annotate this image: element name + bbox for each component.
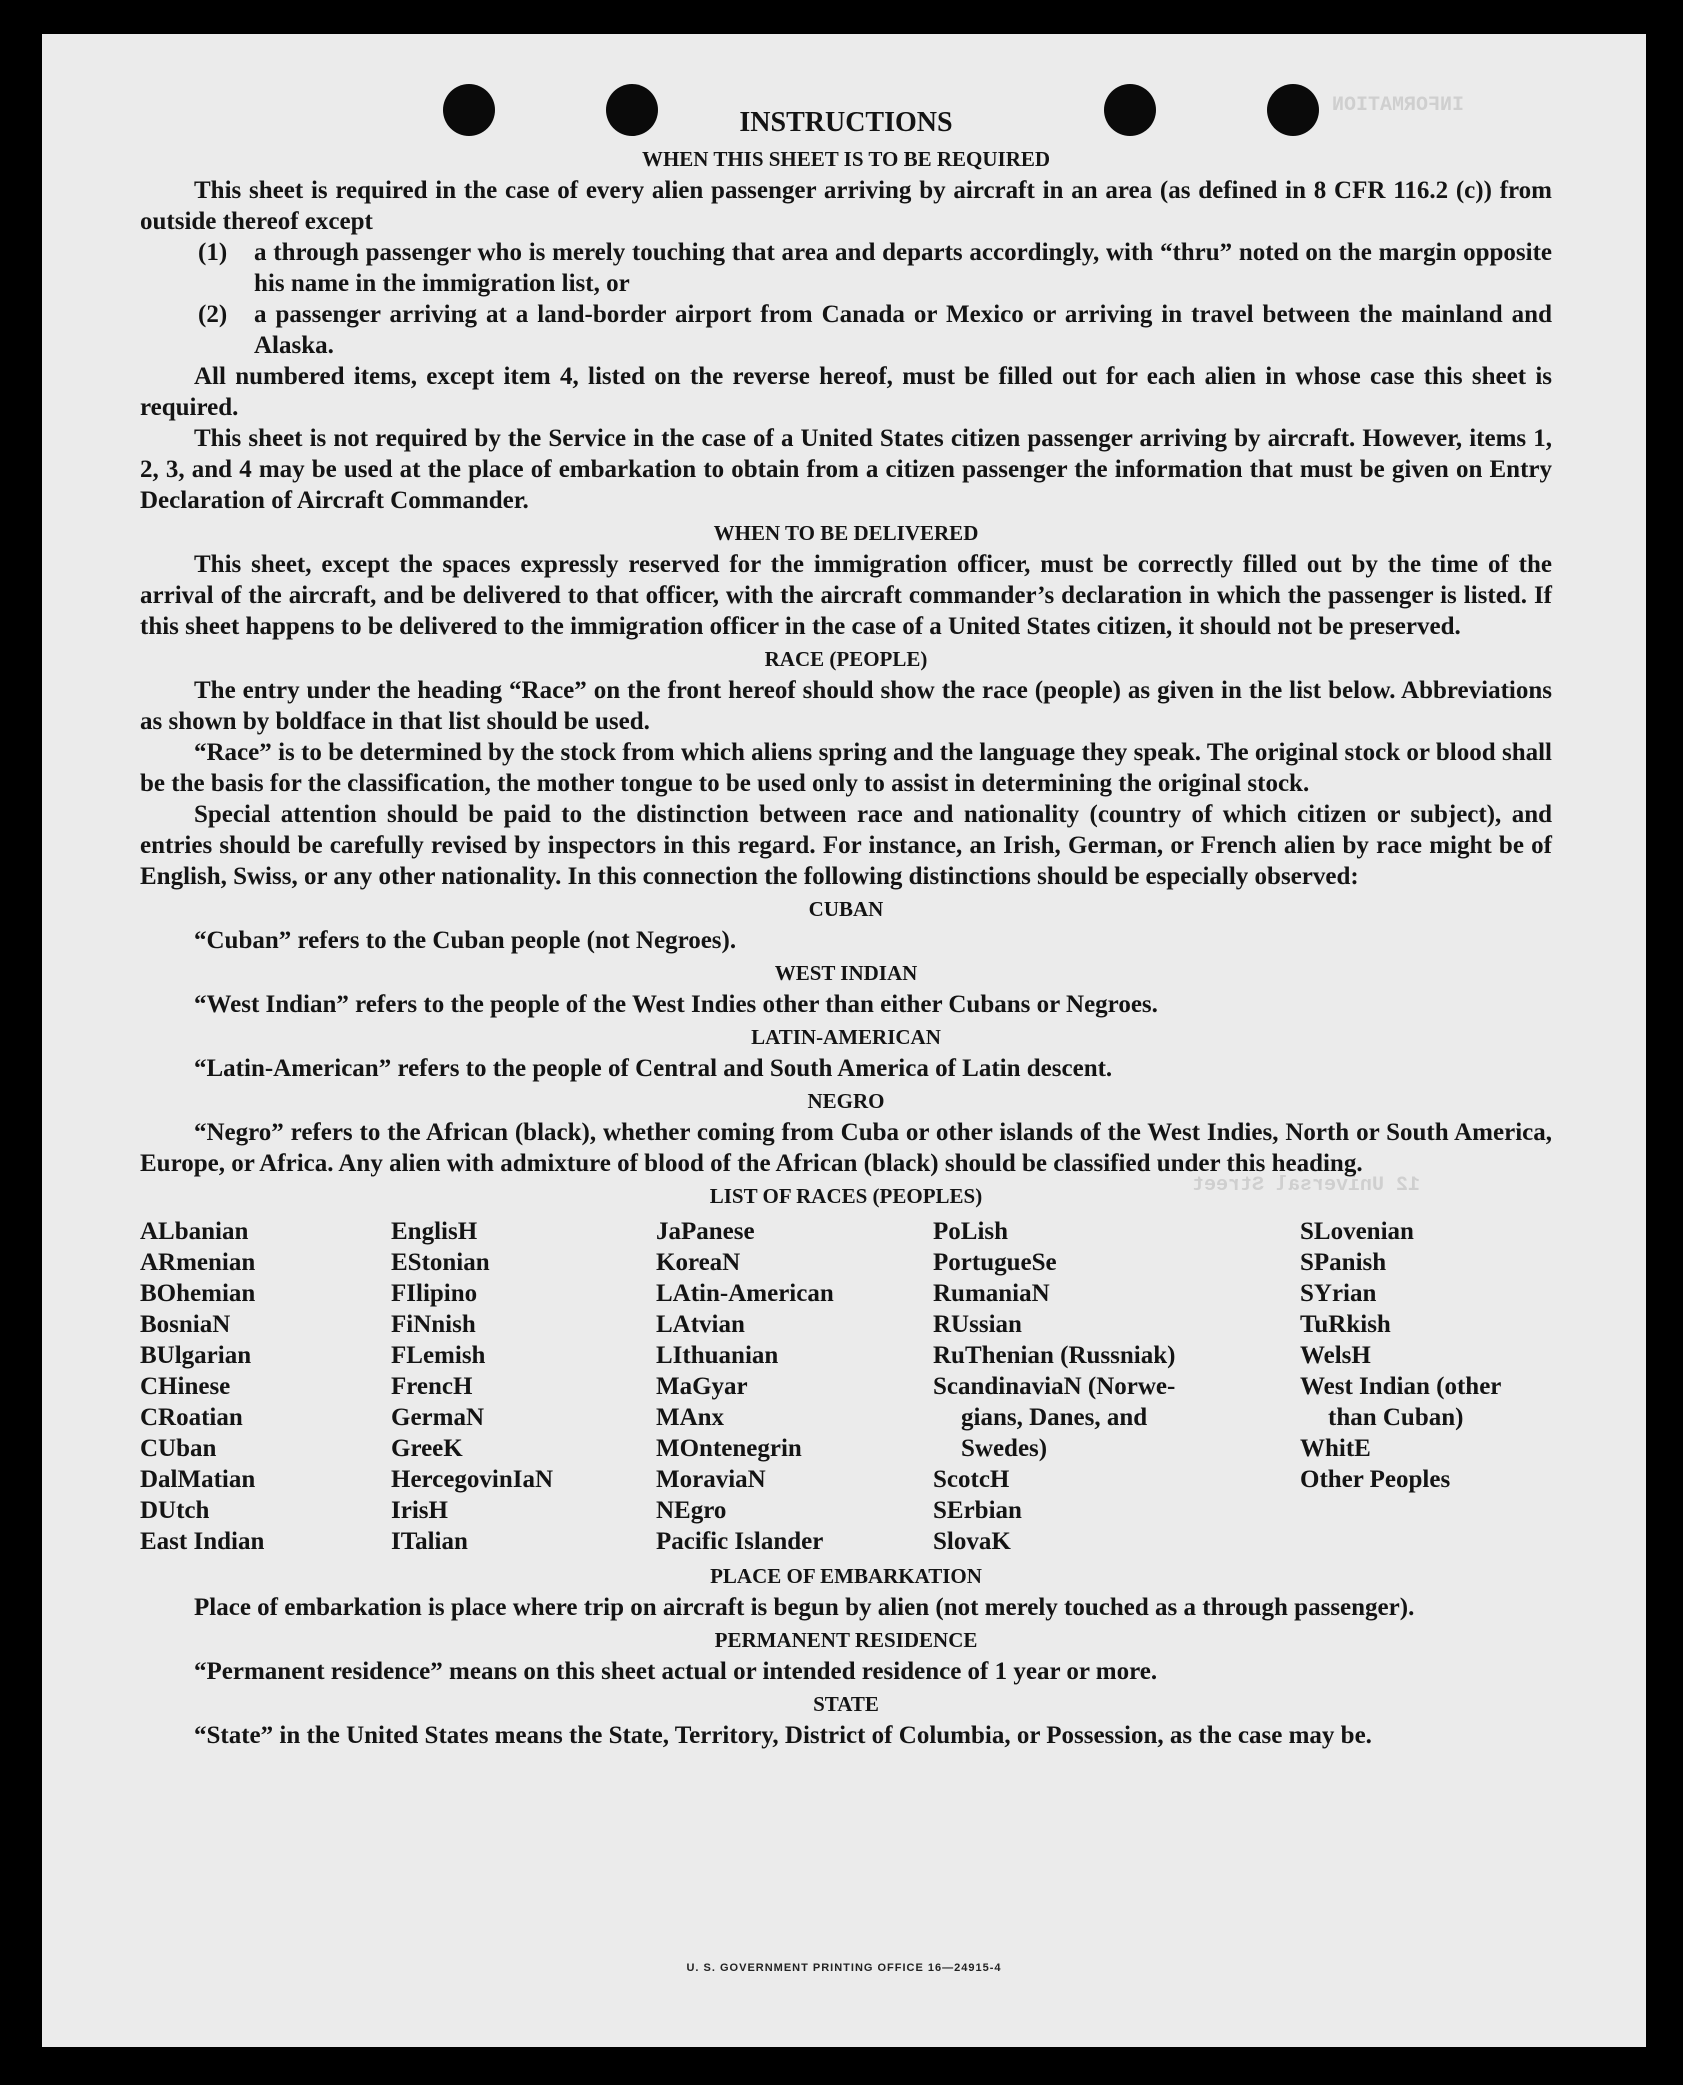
race-item: MoraviaN xyxy=(656,1466,766,1493)
race-item: HercegovinIaN xyxy=(391,1466,554,1493)
section-heading-embarkation: PLACE OF EMBARKATION xyxy=(710,1564,982,1588)
race-item-continued: Swedes) xyxy=(961,1435,1048,1462)
race-item: LAtvian xyxy=(656,1311,745,1338)
paragraph: All numbered items, except item 4, listed on the reverse hereof, must be filled out for each alien in whose case this sheet is required. xyxy=(140,363,1552,421)
exception-item: (2) a passenger arriving at a land-border airport from Canada or Mexico or arriving in travel between the mainland and Alaska. xyxy=(198,301,1552,359)
exception-item: (1) a through passenger who is merely touching that area and departs accordingly, with “thru” noted on the margin opposite his name in the immigration list, or xyxy=(198,239,1552,297)
race-item: GreeK xyxy=(391,1435,463,1462)
paragraph: “Cuban” refers to the Cuban people (not Negroes). xyxy=(194,927,737,954)
paragraph: This sheet is required in the case of every alien passenger arriving by aircraft in an area (as defined in 8 CFR 116.2 (c)) from outside thereof except xyxy=(140,177,1552,235)
race-item: MOntenegrin xyxy=(656,1435,802,1462)
section-heading-latin-american: LATIN-AMERICAN xyxy=(751,1025,941,1049)
race-item: FrencH xyxy=(391,1373,473,1400)
race-item: SYrian xyxy=(1300,1280,1377,1307)
page-title: INSTRUCTIONS xyxy=(739,107,953,138)
paragraph: “Race” is to be determined by the stock from which aliens spring and the language they speak. The original stock or blood shall be the basis for the classification, the mother tongue to be used only to assist in determining the original stock. xyxy=(140,739,1552,797)
race-item: ScotcH xyxy=(933,1466,1010,1493)
race-item: KoreaN xyxy=(656,1249,741,1276)
printing-office-imprint: U. S. GOVERNMENT PRINTING OFFICE 16—24915-4 xyxy=(686,1962,1002,1974)
bleed-through-text: INFORMATION xyxy=(1332,94,1465,117)
section-heading-cuban: CUBAN xyxy=(808,897,884,921)
document-page xyxy=(42,34,1646,2047)
paragraph: This sheet is not required by the Service in the case of a United States citizen passenger arriving by aircraft. However, items 1, 2, 3, and 4 may be used at the place of embarkation to obtain from a citizen passenger the information that must be given on Entry Declaration of Aircraft Commander. xyxy=(140,425,1552,514)
race-item: IrisH xyxy=(391,1497,448,1524)
race-item: ALbanian xyxy=(140,1218,249,1245)
paragraph: “West Indian” refers to the people of the West Indies other than either Cubans or Negroes. xyxy=(194,991,1158,1018)
race-item: DalMatian xyxy=(140,1466,256,1493)
races-column xyxy=(391,1216,656,1557)
paragraph: “Latin-American” refers to the people of Central and South America of Latin descent. xyxy=(194,1055,1113,1082)
race-item: SLovenian xyxy=(1300,1218,1414,1245)
paragraph: Special attention should be paid to the distinction between race and nationality (country of which citizen or subject), and entries should be carefully revised by inspectors in this regard. For instance, an Irish, German, or French alien by race might be of English, Swiss, or any other nationality. In this connection the following distinctions should be especially observed: xyxy=(140,801,1552,890)
race-item: RUssian xyxy=(933,1311,1022,1338)
race-item: PoLish xyxy=(933,1218,1009,1245)
race-item: FiNnish xyxy=(391,1311,476,1338)
section-heading-list-of-races: LIST OF RACES (PEOPLES) xyxy=(709,1184,983,1208)
races-column xyxy=(140,1216,391,1557)
race-item: ARmenian xyxy=(140,1249,256,1276)
race-item: LIthuanian xyxy=(656,1342,779,1369)
race-item: RuThenian (Russniak) xyxy=(933,1342,1176,1369)
race-item: JaPanese xyxy=(656,1218,755,1245)
bleed-through-text: 12 Universal Street xyxy=(1192,1174,1421,1197)
paragraph: “Permanent residence” means on this sheet actual or intended residence of 1 year or more. xyxy=(194,1658,1158,1685)
race-item: EStonian xyxy=(391,1249,490,1276)
exception-list xyxy=(140,237,1552,361)
race-item: ScandinaviaN (Norwe- xyxy=(933,1373,1176,1400)
races-list xyxy=(140,1216,1552,1557)
race-item: ITalian xyxy=(391,1528,468,1555)
paragraph: Place of embarkation is place where trip on aircraft is begun by alien (not merely touched as a through passenger). xyxy=(194,1594,1415,1621)
races-column xyxy=(933,1216,1300,1557)
race-item: NEgro xyxy=(656,1497,727,1524)
race-item: Pacific Islander xyxy=(656,1528,824,1555)
paragraph: “Negro” refers to the African (black), whether coming from Cuba or other islands of the West Indies, North or South America, Europe, or Africa. Any alien with admixture of blood of the African (black) should be classified under this heading. xyxy=(140,1119,1552,1177)
race-item: CUban xyxy=(140,1435,217,1462)
race-item: WhitE xyxy=(1300,1435,1371,1462)
race-item: West Indian (other xyxy=(1300,1373,1502,1400)
race-item: MAnx xyxy=(656,1404,725,1431)
race-item-continued: than Cuban) xyxy=(1328,1404,1464,1431)
race-item: WelsH xyxy=(1300,1342,1371,1369)
races-column xyxy=(656,1216,933,1557)
race-item: SErbian xyxy=(933,1497,1022,1524)
race-item: TuRkish xyxy=(1300,1311,1391,1338)
race-item: SlovaK xyxy=(933,1528,1011,1555)
race-item: BUlgarian xyxy=(140,1342,252,1369)
race-item: EnglisH xyxy=(391,1218,478,1245)
section-heading-negro: NEGRO xyxy=(807,1089,885,1113)
section-heading-permanent-residence: PERMANENT RESIDENCE xyxy=(714,1628,978,1652)
race-item: FIlipino xyxy=(391,1280,478,1307)
paragraph: The entry under the heading “Race” on the front hereof should show the race (people) as given in the list below. Abbreviations as shown by boldface in that list should be used. xyxy=(140,677,1552,735)
race-item: BOhemian xyxy=(140,1280,256,1307)
section-heading-when-required: WHEN THIS SHEET IS TO BE REQUIRED xyxy=(641,147,1051,171)
race-item: SPanish xyxy=(1300,1249,1387,1276)
paragraph: This sheet, except the spaces expressly reserved for the immigration officer, must be correctly filled out by the time of the arrival of the aircraft, and be delivered to that officer, with the aircraft commander’s declaration in which the passenger is listed. If this sheet happens to be delivered to the immigration officer in the case of a United States citizen, it should not be preserved. xyxy=(140,551,1552,640)
section-heading-west-indian: WEST INDIAN xyxy=(774,961,918,985)
race-item: GermaN xyxy=(391,1404,485,1431)
race-item: FLemish xyxy=(391,1342,486,1369)
race-item: DUtch xyxy=(140,1497,210,1524)
race-item: CRoatian xyxy=(140,1404,243,1431)
race-item: RumaniaN xyxy=(933,1280,1050,1307)
race-item: East Indian xyxy=(140,1528,265,1555)
section-heading-state: STATE xyxy=(813,1692,879,1716)
section-heading-when-delivered: WHEN TO BE DELIVERED xyxy=(713,521,979,545)
section-heading-race: RACE (PEOPLE) xyxy=(764,647,928,671)
race-item-continued: gians, Danes, and xyxy=(961,1404,1148,1431)
instructions-body xyxy=(140,104,1552,1751)
race-item: MaGyar xyxy=(656,1373,748,1400)
race-item: Other Peoples xyxy=(1300,1466,1451,1493)
race-item: BosniaN xyxy=(140,1311,231,1338)
race-item: LAtin-American xyxy=(656,1280,834,1307)
race-item: CHinese xyxy=(140,1373,231,1400)
paragraph: “State” in the United States means the State, Territory, District of Columbia, or Possession, as the case may be. xyxy=(194,1722,1372,1749)
races-column xyxy=(1300,1216,1552,1557)
race-item: PortugueSe xyxy=(933,1249,1057,1276)
